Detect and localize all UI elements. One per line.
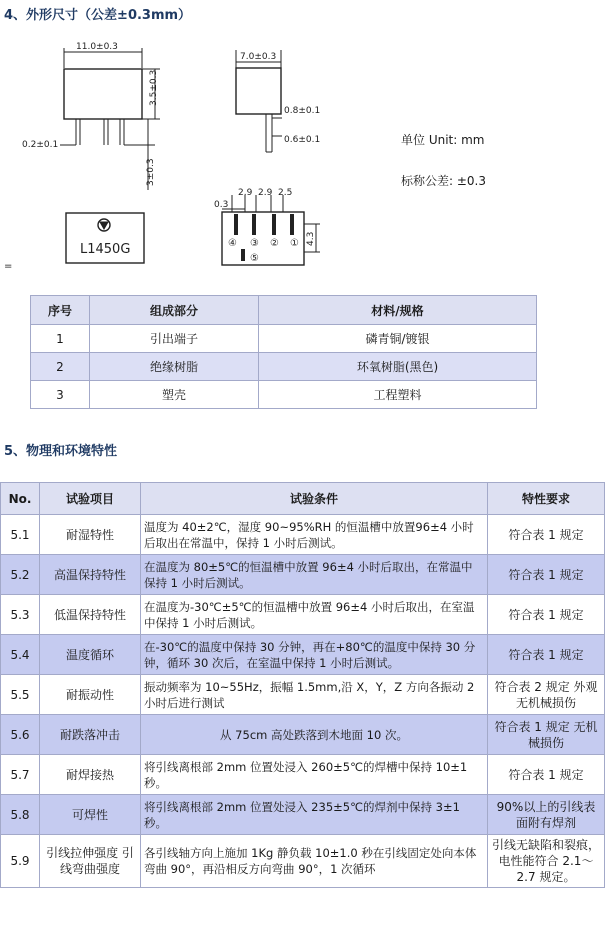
table-row <box>31 381 537 409</box>
table-cell: 温度为 40±2℃，湿度 90~95%RH 的恒温槽中放置96±4 小时后取出在常温中，保持 1 小时后测试。 <box>141 515 488 555</box>
table-cell: 符合表 1 规定 <box>488 635 605 675</box>
table-cell: 符合表 1 规定 <box>488 515 605 555</box>
table-cell: 引线拉伸强度 引线弯曲强度 <box>40 835 141 888</box>
properties-table <box>0 482 605 888</box>
col-header-requirement: 特性要求 <box>488 483 605 515</box>
pin-number-1: ① <box>290 238 299 249</box>
table-cell: 绝缘树脂 <box>90 353 259 381</box>
dim-pitch-3: 2.9 <box>258 188 273 198</box>
table-cell: 工程塑料 <box>259 381 537 409</box>
table-cell: 在温度为 80±5℃的恒温槽中放置 96±4 小时后取出，在常温中保持 1 小时后测试。 <box>141 555 488 595</box>
table-row <box>1 835 605 888</box>
table-header-row <box>1 483 605 515</box>
table-cell: 5.2 <box>1 555 40 595</box>
dim-pitch-2: 2.9 <box>238 188 253 198</box>
table-cell: 5.3 <box>1 595 40 635</box>
dim-front-width: 11.0±0.3 <box>76 42 118 52</box>
unit-label: 单位 Unit: mm <box>401 133 485 147</box>
table-header-row <box>31 296 537 325</box>
dim-pitch-1: 0.3 <box>214 200 229 210</box>
table-cell: 引线无缺陷和裂痕，电性能符合 2.1～2.7 规定。 <box>488 835 605 888</box>
col-header-test-item: 试验项目 <box>40 483 141 515</box>
table-cell: 5.8 <box>1 795 40 835</box>
table-cell: 可焊性 <box>40 795 141 835</box>
table-cell: 磷青铜/镀银 <box>259 325 537 353</box>
dimension-drawing <box>0 22 615 282</box>
dim-bottom-height: 4.3 <box>306 231 316 246</box>
table-cell: 2 <box>31 353 90 381</box>
dim-side-pin-width: 0.8±0.1 <box>284 106 321 116</box>
table-cell: 1 <box>31 325 90 353</box>
col-header-material: 材料/规格 <box>259 296 537 325</box>
table-cell: 在温度为-30℃±5℃的恒温槽中放置 96±4 小时后取出，在室温中保持 1 小时后测试。 <box>141 595 488 635</box>
table-row <box>1 795 605 835</box>
col-header-index: 序号 <box>31 296 90 325</box>
pin-number-5: ⑤ <box>250 253 259 264</box>
table-cell: 环氧树脂(黑色) <box>259 353 537 381</box>
table-cell: 5.5 <box>1 675 40 715</box>
table-cell: 5.6 <box>1 715 40 755</box>
table-cell: 温度循环 <box>40 635 141 675</box>
col-header-condition: 试验条件 <box>141 483 488 515</box>
table-cell: 各引线轴方向上施加 1Kg 静负载 10±1.0 秒在引线固定处向本体弯曲 90°，再沿相反方向弯曲 90°，1 次循环 <box>141 835 488 888</box>
table-cell: 耐振动性 <box>40 675 141 715</box>
table-cell: 5.4 <box>1 635 40 675</box>
table-cell: 高温保持特性 <box>40 555 141 595</box>
table-cell: 耐跌落冲击 <box>40 715 141 755</box>
table-cell: 5.7 <box>1 755 40 795</box>
parts-table <box>30 295 537 409</box>
dim-pitch-4: 2.5 <box>278 188 293 198</box>
table-cell: 振动频率为 10~55Hz，振幅 1.5mm,沿 X，Y，Z 方向各振动 2 小时后进行测试 <box>141 675 488 715</box>
pin-number-4: ④ <box>228 238 237 249</box>
table-row <box>1 755 605 795</box>
dim-pin-length: 3±0.3 <box>146 158 156 186</box>
table-cell: 耐湿特性 <box>40 515 141 555</box>
table-cell: 3 <box>31 381 90 409</box>
table-cell: 引出端子 <box>90 325 259 353</box>
table-row <box>1 675 605 715</box>
table-cell: 将引线离根部 2mm 位置处浸入 260±5℃的焊槽中保持 10±1 秒。 <box>141 755 488 795</box>
table-row <box>31 325 537 353</box>
table-cell: 符合表 1 规定 无机械损伤 <box>488 715 605 755</box>
table-row <box>1 515 605 555</box>
table-row <box>31 353 537 381</box>
table-row <box>1 595 605 635</box>
pin-number-2: ② <box>270 238 279 249</box>
equals-mark: = <box>4 261 13 272</box>
table-row <box>1 555 605 595</box>
table-cell: 在-30℃的温度中保持 30 分钟，再在+80℃的温度中保持 30 分钟，循环 30 次后，在室温中保持 1 小时后测试。 <box>141 635 488 675</box>
table-cell: 将引线离根部 2mm 位置处浸入 235±5℃的焊剂中保持 3±1 秒。 <box>141 795 488 835</box>
col-header-part: 组成部分 <box>90 296 259 325</box>
table-cell: 符合表 1 规定 <box>488 595 605 635</box>
dim-pin-pitch: 0.2±0.1 <box>22 140 59 150</box>
col-header-no: No. <box>1 483 40 515</box>
dim-side-pin-thick: 0.6±0.1 <box>284 135 321 145</box>
section4-title: 4、外形尺寸（公差±0.3mm） <box>4 8 192 23</box>
table-cell: 90%以上的引线表面附有焊剂 <box>488 795 605 835</box>
table-cell: 低温保持特性 <box>40 595 141 635</box>
marking-text: L1450G <box>80 242 131 257</box>
dim-side-width: 7.0±0.3 <box>240 52 277 62</box>
pin-number-3: ③ <box>250 238 259 249</box>
table-cell: 耐焊接热 <box>40 755 141 795</box>
table-cell: 5.1 <box>1 515 40 555</box>
table-cell: 符合表 1 规定 <box>488 555 605 595</box>
dim-front-height: 3.5±0.3 <box>149 69 159 106</box>
tolerance-label: 标称公差: ±0.3 <box>401 174 486 188</box>
table-cell: 符合表 2 规定 外观无机械损伤 <box>488 675 605 715</box>
table-row <box>1 635 605 675</box>
table-cell: 符合表 1 规定 <box>488 755 605 795</box>
table-cell: 从 75cm 高处跌落到木地面 10 次。 <box>141 715 488 755</box>
table-cell: 5.9 <box>1 835 40 888</box>
table-row <box>1 715 605 755</box>
section5-title: 5、物理和环境特性 <box>4 444 118 459</box>
table-cell: 塑壳 <box>90 381 259 409</box>
